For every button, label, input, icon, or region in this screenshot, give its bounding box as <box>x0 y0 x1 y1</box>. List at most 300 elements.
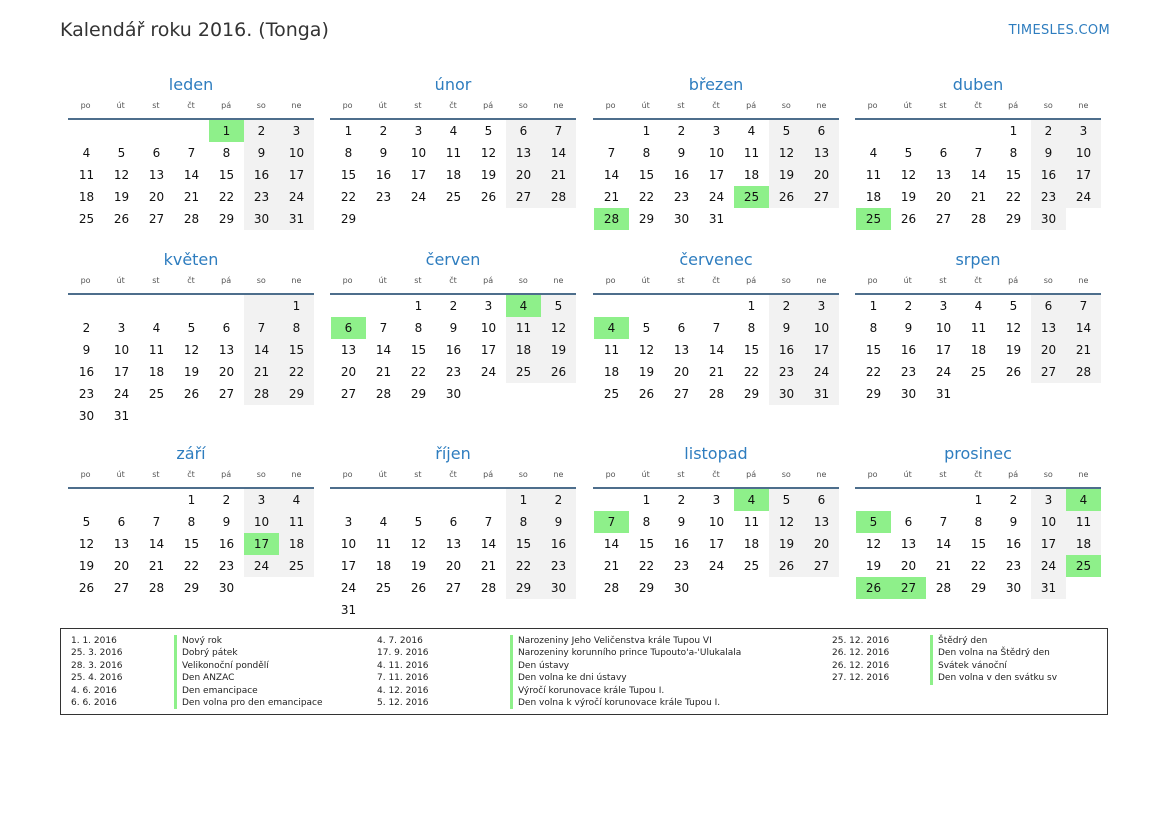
day-cell: 16 <box>375 168 392 182</box>
day-cell: 8 <box>974 515 983 529</box>
day-cell: 18 <box>743 168 760 182</box>
day-cell: 12 <box>638 343 655 357</box>
weekday-label: st <box>677 276 685 285</box>
day-cell: 14 <box>935 537 952 551</box>
day-cell: 22 <box>865 365 882 379</box>
weekday-label: po <box>867 276 878 285</box>
weekday-label: so <box>1043 101 1053 110</box>
day-cell: 7 <box>541 120 576 142</box>
day-cell: 25 <box>506 361 541 383</box>
weekday-label: po <box>605 276 616 285</box>
day-cell: 17 <box>1066 164 1101 186</box>
day-cell: 31 <box>1031 577 1066 599</box>
month-duben <box>855 74 1101 230</box>
empty-cell <box>699 295 734 317</box>
day-cell: 24 <box>804 361 839 383</box>
day-cell: 13 <box>804 511 839 533</box>
empty-cell <box>69 120 104 142</box>
day-cell: 21 <box>480 559 497 573</box>
day-cell: 10 <box>935 321 952 335</box>
day-grid <box>331 489 576 621</box>
day-cell: 20 <box>900 559 917 573</box>
day-cell: 6 <box>939 146 948 160</box>
legend-holiday-name: Narozeniny Jeho Veličenstva krále Tupou VI <box>510 635 741 647</box>
day-cell: 30 <box>541 577 576 599</box>
day-cell: 7 <box>607 146 616 160</box>
day-cell: 29 <box>410 387 427 401</box>
weekday-label: st <box>939 101 947 110</box>
empty-cell <box>366 489 401 511</box>
day-cell: 4 <box>747 124 756 138</box>
weekday-label: čt <box>187 276 195 285</box>
day-cell: 14 <box>708 343 725 357</box>
day-cell: 28 <box>244 383 279 405</box>
day-cell: 1 <box>187 493 196 507</box>
empty-cell <box>174 120 209 142</box>
day-cell: 4 <box>974 299 983 313</box>
day-cell: 1 <box>747 299 756 313</box>
weekday-label: pá <box>221 276 232 285</box>
day-cell: 15 <box>279 339 314 361</box>
weekday-label: so <box>518 470 528 479</box>
day-cell: 17 <box>340 559 357 573</box>
weekday-header <box>330 465 576 489</box>
day-cell: 6 <box>804 489 839 511</box>
month-name: květen <box>163 250 219 269</box>
day-cell: 11 <box>865 168 882 182</box>
day-cell: 23 <box>1031 186 1066 208</box>
day-cell: 4 <box>449 124 458 138</box>
day-cell: 2 <box>449 299 458 313</box>
day-cell: 26 <box>541 361 576 383</box>
day-cell: 13 <box>218 343 235 357</box>
empty-cell <box>856 489 891 511</box>
day-cell: 14 <box>480 537 497 551</box>
legend-date: 26. 12. 2016 <box>832 648 890 659</box>
day-cell: 30 <box>673 581 690 595</box>
day-cell: 21 <box>935 559 952 573</box>
day-grid <box>594 120 839 230</box>
day-cell: 14 <box>244 339 279 361</box>
day-cell: 6 <box>449 515 458 529</box>
day-cell: 30 <box>244 208 279 230</box>
day-cell: 5 <box>541 295 576 317</box>
day-cell: 8 <box>279 317 314 339</box>
day-cell: 4 <box>379 515 388 529</box>
legend-dates <box>71 635 123 709</box>
weekday-label: út <box>903 276 912 285</box>
legend-date: 4. 6. 2016 <box>71 685 117 696</box>
day-cell: 27 <box>148 212 165 226</box>
day-cell: 1 <box>974 493 983 507</box>
day-cell: 26 <box>1005 365 1022 379</box>
day-cell: 14 <box>183 168 200 182</box>
day-cell: 28 <box>935 581 952 595</box>
day-cell: 28 <box>148 581 165 595</box>
day-cell: 25 <box>375 581 392 595</box>
empty-cell <box>891 489 926 511</box>
day-cell: 20 <box>804 164 839 186</box>
day-cell: 11 <box>743 515 760 529</box>
day-cell: 13 <box>506 142 541 164</box>
day-cell: 31 <box>113 409 130 423</box>
legend-date: 7. 11. 2016 <box>377 673 429 684</box>
day-grid <box>594 295 839 405</box>
empty-cell <box>961 120 996 142</box>
day-cell: 7 <box>244 317 279 339</box>
day-cell: 27 <box>340 387 357 401</box>
weekday-label: út <box>903 470 912 479</box>
day-cell: 20 <box>340 365 357 379</box>
day-cell: 10 <box>1066 142 1101 164</box>
day-cell: 2 <box>1009 493 1018 507</box>
legend-date: 25. 12. 2016 <box>832 636 890 646</box>
weekday-label: čt <box>712 101 720 110</box>
month-name: březen <box>688 75 744 94</box>
day-cell: 23 <box>1005 559 1022 573</box>
day-cell: 21 <box>970 190 987 204</box>
day-cell: 29 <box>506 577 541 599</box>
weekday-label: čt <box>974 276 982 285</box>
day-cell: 17 <box>113 365 130 379</box>
day-cell: 2 <box>904 299 913 313</box>
day-cell: 12 <box>865 537 882 551</box>
day-cell: 20 <box>113 559 130 573</box>
day-cell: 16 <box>244 164 279 186</box>
day-cell: 22 <box>218 190 235 204</box>
day-cell: 17 <box>410 168 427 182</box>
legend-date: 25. 4. 2016 <box>71 673 123 684</box>
weekday-label: pá <box>746 101 757 110</box>
day-grid <box>856 295 1101 405</box>
empty-cell <box>139 120 174 142</box>
day-cell: 5 <box>117 146 126 160</box>
day-cell: 8 <box>222 146 231 160</box>
legend-dates <box>377 635 429 709</box>
day-cell: 5 <box>82 515 91 529</box>
empty-cell <box>139 295 174 317</box>
weekday-label: čt <box>449 470 457 479</box>
day-cell: 26 <box>410 581 427 595</box>
day-cell: 10 <box>708 515 725 529</box>
day-cell: 23 <box>541 555 576 577</box>
day-cell: 20 <box>935 190 952 204</box>
day-cell: 4 <box>279 489 314 511</box>
weekday-label: ne <box>553 470 564 479</box>
day-cell: 2 <box>677 124 686 138</box>
legend-holiday-name: Velikonoční pondělí <box>174 660 323 672</box>
day-cell: 12 <box>769 142 804 164</box>
legend-date: 6. 6. 2016 <box>71 697 117 708</box>
day-cell: 30 <box>218 581 235 595</box>
weekday-label: út <box>903 101 912 110</box>
day-cell: 24 <box>935 365 952 379</box>
legend-date: 5. 12. 2016 <box>377 697 429 708</box>
day-cell: 8 <box>414 321 423 335</box>
day-cell: 16 <box>78 365 95 379</box>
month-prosinec <box>855 443 1101 599</box>
day-cell: 6 <box>904 515 913 529</box>
day-cell: 23 <box>78 387 95 401</box>
day-cell: 29 <box>340 212 357 226</box>
weekday-label: pá <box>1008 276 1019 285</box>
day-cell: 26 <box>480 190 497 204</box>
day-cell: 11 <box>1066 511 1101 533</box>
day-cell: 7 <box>1066 295 1101 317</box>
empty-cell <box>139 489 174 511</box>
day-cell: 15 <box>218 168 235 182</box>
day-cell: 25 <box>970 365 987 379</box>
day-cell: 23 <box>673 559 690 573</box>
day-cell: 1 <box>642 493 651 507</box>
day-cell: 28 <box>603 581 620 595</box>
day-cell: 3 <box>1031 489 1066 511</box>
weekday-label: ne <box>1078 276 1089 285</box>
month-name: říjen <box>435 444 471 463</box>
weekday-label: pá <box>483 470 494 479</box>
day-cell: 11 <box>445 146 462 160</box>
day-grid <box>594 489 839 599</box>
day-cell: 14 <box>603 537 620 551</box>
day-cell: 31 <box>935 387 952 401</box>
day-cell: 16 <box>1005 537 1022 551</box>
day-cell: 8 <box>747 321 756 335</box>
empty-cell <box>401 489 436 511</box>
day-cell: 9 <box>541 511 576 533</box>
day-cell: 18 <box>375 559 392 573</box>
day-cell: 22 <box>638 190 655 204</box>
day-cell: 7 <box>152 515 161 529</box>
day-grid <box>331 120 576 230</box>
day-cell: 10 <box>279 142 314 164</box>
day-cell: 24 <box>1031 555 1066 577</box>
day-cell: 22 <box>743 365 760 379</box>
weekday-label: ne <box>291 101 302 110</box>
day-cell: 21 <box>148 559 165 573</box>
weekday-label: út <box>641 470 650 479</box>
day-cell: 27 <box>113 581 130 595</box>
day-cell: 11 <box>603 343 620 357</box>
day-cell: 1 <box>506 489 541 511</box>
weekday-label: so <box>256 101 266 110</box>
day-cell: 11 <box>970 321 987 335</box>
holiday-day-cell: 4 <box>734 489 769 511</box>
day-cell: 21 <box>708 365 725 379</box>
weekday-label: po <box>867 470 878 479</box>
weekday-label: po <box>605 470 616 479</box>
weekday-label: st <box>939 276 947 285</box>
month-únor <box>330 74 576 230</box>
day-cell: 12 <box>1005 321 1022 335</box>
day-cell: 10 <box>708 146 725 160</box>
weekday-label: so <box>1043 470 1053 479</box>
empty-cell <box>69 295 104 317</box>
weekday-label: pá <box>221 101 232 110</box>
weekday-label: čt <box>187 470 195 479</box>
day-cell: 30 <box>78 409 95 423</box>
weekday-label: so <box>781 470 791 479</box>
day-cell: 29 <box>638 581 655 595</box>
empty-cell <box>244 295 279 317</box>
day-cell: 14 <box>970 168 987 182</box>
day-cell: 15 <box>183 537 200 551</box>
day-cell: 30 <box>673 212 690 226</box>
day-cell: 20 <box>804 533 839 555</box>
empty-cell <box>366 295 401 317</box>
weekday-label: st <box>414 470 422 479</box>
day-cell: 5 <box>484 124 493 138</box>
day-cell: 27 <box>804 186 839 208</box>
weekday-label: ne <box>816 470 827 479</box>
day-cell: 15 <box>638 168 655 182</box>
day-cell: 13 <box>113 537 130 551</box>
day-cell: 13 <box>935 168 952 182</box>
empty-cell <box>471 489 506 511</box>
holiday-day-cell: 5 <box>856 511 891 533</box>
day-cell: 10 <box>244 511 279 533</box>
day-cell: 3 <box>279 120 314 142</box>
weekday-label: út <box>641 276 650 285</box>
weekday-label: ne <box>1078 101 1089 110</box>
day-cell: 24 <box>480 365 497 379</box>
empty-cell <box>436 489 471 511</box>
day-cell: 5 <box>769 489 804 511</box>
weekday-label: po <box>80 276 91 285</box>
weekday-label: čt <box>712 276 720 285</box>
month-říjen <box>330 443 576 621</box>
weekday-label: pá <box>483 101 494 110</box>
empty-cell <box>104 120 139 142</box>
weekday-label: st <box>152 276 160 285</box>
day-cell: 7 <box>484 515 493 529</box>
day-cell: 14 <box>375 343 392 357</box>
legend-names <box>930 635 1057 685</box>
day-cell: 8 <box>506 511 541 533</box>
day-cell: 12 <box>769 511 804 533</box>
day-cell: 27 <box>1031 361 1066 383</box>
weekday-label: pá <box>483 276 494 285</box>
day-cell: 11 <box>78 168 95 182</box>
day-cell: 3 <box>244 489 279 511</box>
day-cell: 25 <box>279 555 314 577</box>
month-březen <box>593 74 839 230</box>
day-cell: 13 <box>804 142 839 164</box>
day-cell: 4 <box>869 146 878 160</box>
day-cell: 12 <box>541 317 576 339</box>
day-cell: 19 <box>900 190 917 204</box>
day-grid <box>69 120 314 230</box>
legend-holiday-name: Den volna na Štědrý den <box>930 647 1057 659</box>
day-cell: 9 <box>677 146 686 160</box>
holiday-day-cell: 27 <box>891 577 926 599</box>
day-cell: 26 <box>900 212 917 226</box>
legend-date: 4. 11. 2016 <box>377 660 429 671</box>
month-červenec <box>593 249 839 405</box>
weekday-label: út <box>116 101 125 110</box>
day-cell: 2 <box>379 124 388 138</box>
brand-link[interactable]: TIMESLES.COM <box>1008 23 1110 38</box>
day-cell: 19 <box>183 365 200 379</box>
day-cell: 2 <box>222 493 231 507</box>
day-cell: 17 <box>1031 533 1066 555</box>
legend-date: 4. 7. 2016 <box>377 636 423 646</box>
weekday-label: so <box>256 470 266 479</box>
day-cell: 15 <box>638 537 655 551</box>
day-cell: 7 <box>712 321 721 335</box>
day-cell: 12 <box>78 537 95 551</box>
day-cell: 5 <box>904 146 913 160</box>
day-cell: 23 <box>769 361 804 383</box>
day-cell: 5 <box>642 321 651 335</box>
day-cell: 8 <box>1009 146 1018 160</box>
weekday-label: čt <box>974 101 982 110</box>
day-cell: 30 <box>769 383 804 405</box>
day-cell: 18 <box>865 190 882 204</box>
weekday-label: čt <box>449 101 457 110</box>
day-cell: 18 <box>148 365 165 379</box>
legend-holiday-name: Den ústavy <box>510 660 741 672</box>
legend-holiday-name: Dobrý pátek <box>174 647 323 659</box>
weekday-label: ne <box>553 276 564 285</box>
weekday-label: po <box>342 276 353 285</box>
day-cell: 5 <box>187 321 196 335</box>
day-cell: 3 <box>414 124 423 138</box>
legend-date: 26. 12. 2016 <box>832 660 890 671</box>
day-cell: 22 <box>638 559 655 573</box>
day-cell: 5 <box>414 515 423 529</box>
day-cell: 14 <box>541 142 576 164</box>
day-cell: 16 <box>541 533 576 555</box>
day-cell: 31 <box>708 212 725 226</box>
weekday-label: čt <box>187 101 195 110</box>
weekday-label: po <box>342 470 353 479</box>
day-cell: 12 <box>410 537 427 551</box>
weekday-label: st <box>414 101 422 110</box>
day-cell: 17 <box>804 339 839 361</box>
day-cell: 3 <box>344 515 353 529</box>
empty-cell <box>891 120 926 142</box>
day-cell: 19 <box>78 559 95 573</box>
holiday-day-cell: 28 <box>594 208 629 230</box>
holiday-day-cell: 4 <box>506 295 541 317</box>
holiday-day-cell: 4 <box>1066 489 1101 511</box>
day-cell: 28 <box>480 581 497 595</box>
day-cell: 6 <box>1031 295 1066 317</box>
legend-date: 28. 3. 2016 <box>71 660 123 671</box>
empty-cell <box>69 489 104 511</box>
day-cell: 18 <box>279 533 314 555</box>
day-cell: 28 <box>375 387 392 401</box>
day-cell: 15 <box>970 537 987 551</box>
weekday-label: út <box>116 276 125 285</box>
weekday-label: st <box>414 276 422 285</box>
day-cell: 24 <box>244 555 279 577</box>
day-cell: 22 <box>340 190 357 204</box>
empty-cell <box>594 120 629 142</box>
weekday-label: st <box>677 470 685 479</box>
day-cell: 24 <box>1066 186 1101 208</box>
weekday-label: st <box>152 101 160 110</box>
day-cell: 9 <box>769 317 804 339</box>
day-cell: 16 <box>673 168 690 182</box>
day-cell: 20 <box>218 365 235 379</box>
day-cell: 15 <box>743 343 760 357</box>
empty-cell <box>856 120 891 142</box>
day-cell: 25 <box>743 559 760 573</box>
day-cell: 23 <box>900 365 917 379</box>
weekday-header <box>330 271 576 295</box>
holiday-day-cell: 25 <box>734 186 769 208</box>
